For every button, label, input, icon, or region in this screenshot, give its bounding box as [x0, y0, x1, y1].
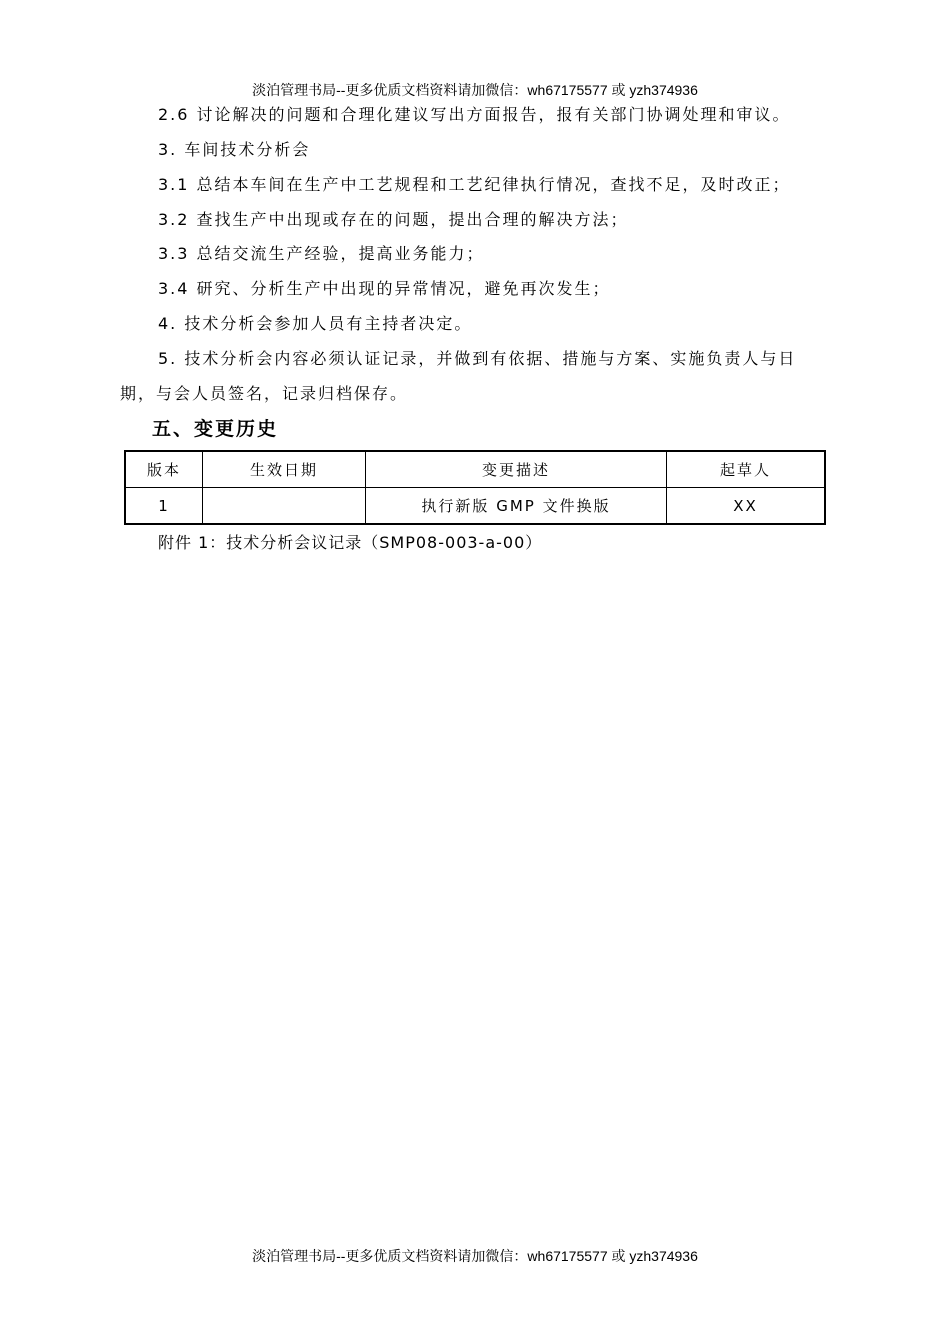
- paragraph-5-line1: 5. 技术分析会内容必须认证记录，并做到有依据、措施与方案、实施负责人与日: [158, 349, 797, 368]
- page-header: 淡泊管理书局--更多优质文档资料请加微信：wh67175577 或 yzh374936: [252, 82, 698, 98]
- header-cell-change-description: 变更描述: [366, 451, 667, 488]
- cell-version: 1: [125, 488, 203, 525]
- paragraph-3-2: 3.2 查找生产中出现或存在的问题，提出合理的解决方法；: [158, 210, 629, 229]
- paragraph-3-heading: 3. 车间技术分析会: [158, 140, 311, 159]
- change-history-table: [124, 450, 826, 525]
- header-cell-effective-date: 生效日期: [203, 451, 366, 488]
- cell-effective-date: [203, 488, 366, 525]
- paragraph-3-1: 3.1 总结本车间在生产中工艺规程和工艺纪律执行情况，查找不足，及时改正；: [158, 175, 791, 194]
- paragraph-3-3: 3.3 总结交流生产经验，提高业务能力；: [158, 244, 485, 263]
- paragraph-4: 4. 技术分析会参加人员有主持者决定。: [158, 314, 473, 333]
- attachment-note: 附件 1：技术分析会议记录（SMP08-003-a-00）: [158, 533, 543, 552]
- page-footer: 淡泊管理书局--更多优质文档资料请加微信：wh67175577 或 yzh374936: [252, 1248, 698, 1264]
- paragraph-5-line2: 期，与会人员签名，记录归档保存。: [120, 384, 409, 403]
- table-row: [125, 488, 825, 525]
- table-header-row: [125, 451, 825, 488]
- header-cell-version: 版本: [125, 451, 203, 488]
- paragraph-3-4: 3.4 研究、分析生产中出现的异常情况，避免再次发生；: [158, 279, 611, 298]
- cell-change-description: 执行新版 GMP 文件换版: [366, 488, 667, 525]
- header-cell-drafter: 起草人: [667, 451, 826, 488]
- section-title-change-history: 五、变更历史: [152, 418, 279, 440]
- cell-drafter: XX: [667, 488, 826, 525]
- paragraph-2-6: 2.6 讨论解决的问题和合理化建议写出方面报告，报有关部门协调处理和审议。: [158, 105, 791, 124]
